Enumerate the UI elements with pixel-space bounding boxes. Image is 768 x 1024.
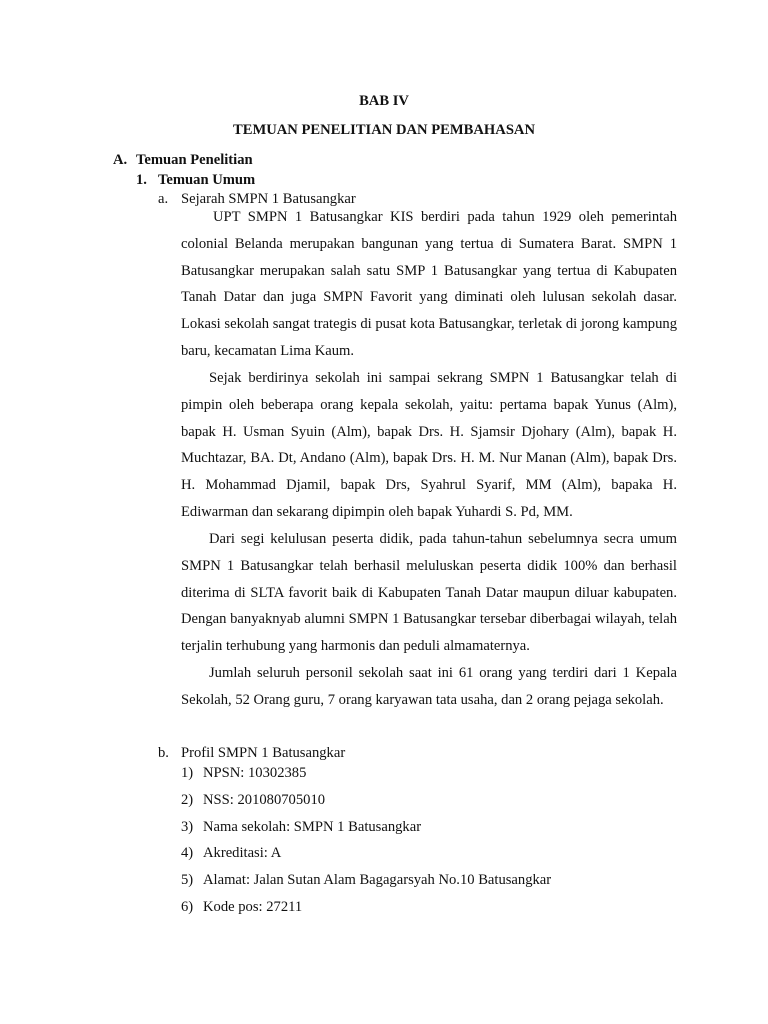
list-item-text: NPSN: 10302385 bbox=[203, 765, 307, 781]
item-b-marker: b. bbox=[158, 745, 169, 761]
item-b-title: Profil SMPN 1 Batusangkar bbox=[181, 745, 346, 761]
list-item-text: Alamat: Jalan Sutan Alam Bagagarsyah No.10 Batusangkar bbox=[203, 872, 552, 888]
list-item-text: Akreditasi: A bbox=[203, 845, 282, 861]
list-item-number: 2) bbox=[181, 792, 194, 808]
paragraph-personnel: Jumlah seluruh personil sekolah saat ini 61 orang yang terdiri dari 1 Kepala Sekolah, 52 Orang guru, 7 orang karyawan tata usaha, dan 2 orang pejaga sekolah. bbox=[181, 665, 677, 708]
list-item-number: 3) bbox=[181, 819, 194, 835]
paragraph-graduates: Dari segi kelulusan peserta didik, pada tahun-tahun sebelumnya secra umum SMPN 1 Batusangkar telah berhasil meluluskan peserta didik 100% dan berhasil diterima di SLTA favorit baik di Kabupaten Tanah Datar maupun diluar kabupaten. Dengan banyaknyab alumni SMPN 1 Batusangkar tersebar diberbagai wilayah, telah terjalin terhubung yang harmonis dan peduli almamaternya. bbox=[181, 531, 677, 655]
item-a-marker: a. bbox=[158, 191, 169, 207]
item-a-title: Sejarah SMPN 1 Batusangkar bbox=[181, 191, 356, 207]
chapter-number: BAB IV bbox=[359, 93, 409, 109]
list-item-number: 4) bbox=[181, 845, 194, 861]
list-item-number: 1) bbox=[181, 765, 194, 781]
section-a-marker: A. bbox=[113, 152, 128, 168]
list-item-number: 6) bbox=[181, 899, 194, 915]
list-item-text: Kode pos: 27211 bbox=[203, 899, 303, 915]
list-item-text: Nama sekolah: SMPN 1 Batusangkar bbox=[203, 819, 422, 835]
list-item-text: NSS: 201080705010 bbox=[203, 792, 326, 808]
subsection-1-marker: 1. bbox=[136, 172, 147, 188]
paragraph-history: UPT SMPN 1 Batusangkar KIS berdiri pada tahun 1929 oleh pemerintah colonial Belanda merupakan bangunan yang tertua di Sumatera Barat. SMPN 1 Batusangkar merupakan salah satu SMP 1 Batusangkar yang tertua di Kabupaten Tanah Datar dan juga SMPN Favorit yang diminati oleh lulusan sekolah dasar. Lokasi sekolah sangat trategis di pusat kota Batusangkar, terletak di jorong kampung baru, kecamatan Lima Kaum. bbox=[181, 209, 677, 359]
list-item-number: 5) bbox=[181, 872, 194, 888]
chapter-title: TEMUAN PENELITIAN DAN PEMBAHASAN bbox=[232, 122, 536, 138]
section-a-title: Temuan Penelitian bbox=[136, 152, 253, 168]
subsection-1-title: Temuan Umum bbox=[158, 172, 256, 188]
paragraph-principals: Sejak berdirinya sekolah ini sampai sekrang SMPN 1 Batusangkar telah di pimpin oleh beberapa orang kepala sekolah, yaitu: pertama bapak Yunus (Alm), bapak H. Usman Syuin (Alm), bapak Drs. H. Sjamsir Djohary (Alm), bapak H. Muchtazar, BA. Dt, Andano (Alm), bapak Drs. H. M. Nur Manan (Alm), bapak Drs. H. Mohammad Djamil, bapak Drs, Syahrul Syarif, MM (Alm), bapaka H. Ediwarman dan sekarang dipimpin oleh bapak Yuhardi S. Pd, MM. bbox=[181, 370, 677, 520]
